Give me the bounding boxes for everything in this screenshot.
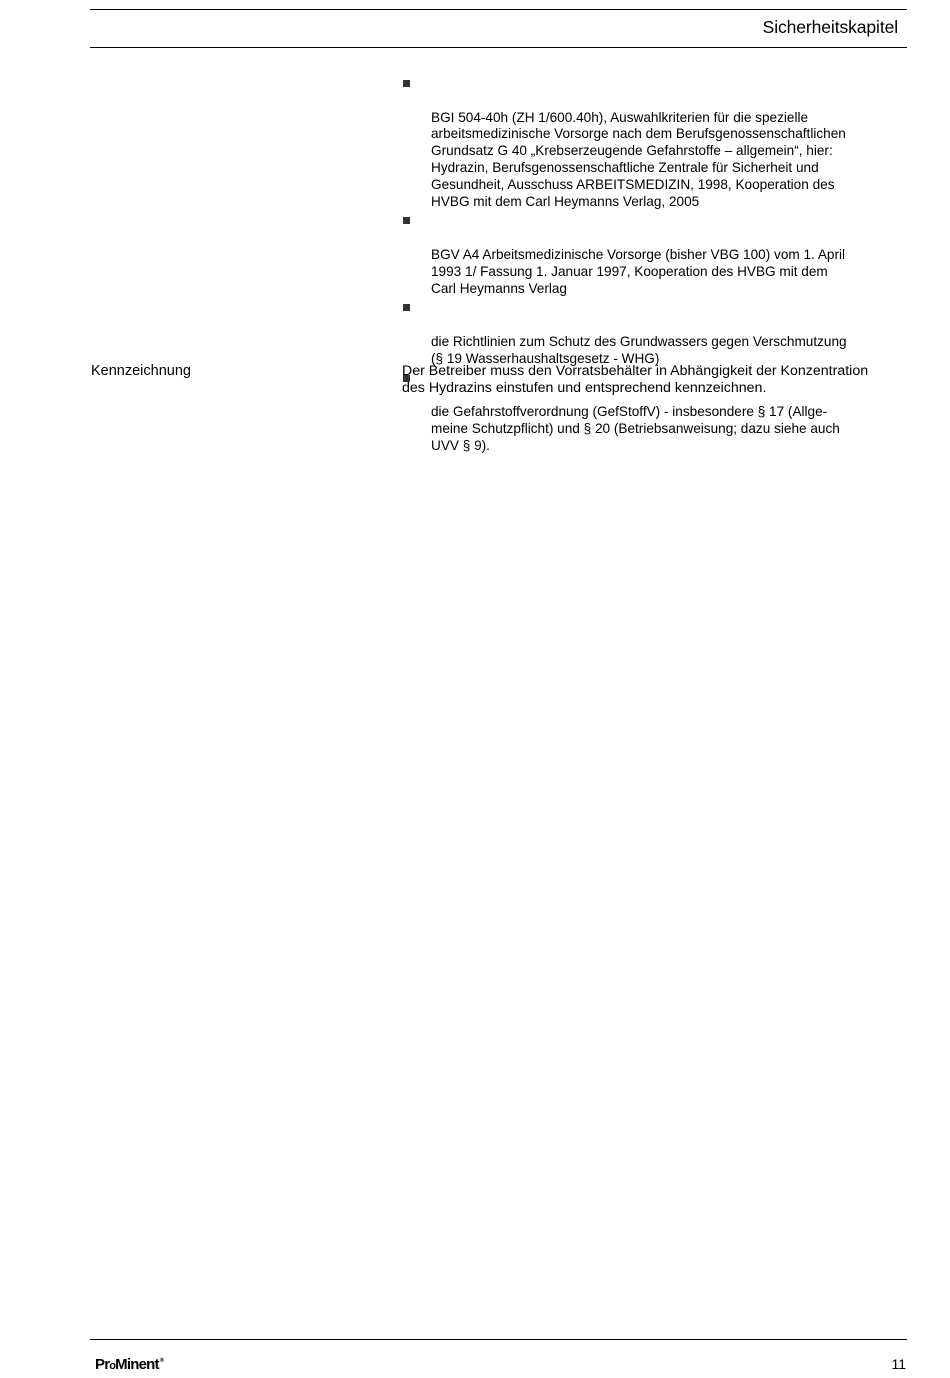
header-bottom-rule bbox=[90, 47, 907, 48]
prominent-logo: ProMinent® bbox=[95, 1356, 165, 1373]
reference-list bbox=[402, 76, 907, 458]
list-item-text: BGV A4 Arbeitsmedizinische Vorsorge (bisher VBG 100) vom 1. April 1993 1/ Fassung 1. Januar 1997, Kooperation des HVBG mit dem Carl Heymanns Verlag bbox=[431, 246, 846, 296]
section-label: Kennzeichnung bbox=[91, 363, 191, 379]
page-number: 11 bbox=[891, 1356, 906, 1372]
list-item bbox=[402, 76, 907, 210]
square-bullet-icon bbox=[403, 304, 410, 311]
list-item bbox=[402, 213, 907, 297]
list-item-text: die Richtlinien zum Schutz des Grundwassers gegen Verschmutzung (§ 19 Wasserhaushaltsgesetz - WHG) bbox=[431, 333, 847, 366]
footer-rule bbox=[90, 1339, 907, 1340]
square-bullet-icon bbox=[403, 217, 410, 224]
list-item bbox=[402, 300, 907, 367]
page-header-title: Sicherheitskapitel bbox=[762, 17, 898, 37]
header-top-rule bbox=[90, 9, 907, 10]
section-body-text: Der Betreiber muss den Vorratsbehälter in Abhängigkeit der Konzentration des Hydrazins einstufen und entsprechend kennzeichnen. bbox=[402, 363, 869, 396]
square-bullet-icon bbox=[403, 80, 410, 87]
list-item-text: die Gefahrstoffverordnung (GefStoffV) - insbesondere § 17 (Allge- meine Schutzpflicht) und § 20 (Betriebsanweisung; dazu siehe auch UVV § 9). bbox=[431, 404, 840, 453]
list-item-text: BGI 504-40h (ZH 1/600.40h), Auswahlkriterien für die spezielle arbeitsmedizinische Vorsorge nach dem Berufsgenossenschaftlichen Grundsatz G 40 „Krebserzeugende Gefahrstoffe – allgemein“, hier: Hydrazin, Berufsgenossenschaftliche Zentrale für Sicherheit und Gesundheit, Ausschuss ARBEITSMEDIZIN, 1998, Kooperation des HVBG mit dem Carl Heymanns Verlag, 2005 bbox=[431, 109, 846, 209]
